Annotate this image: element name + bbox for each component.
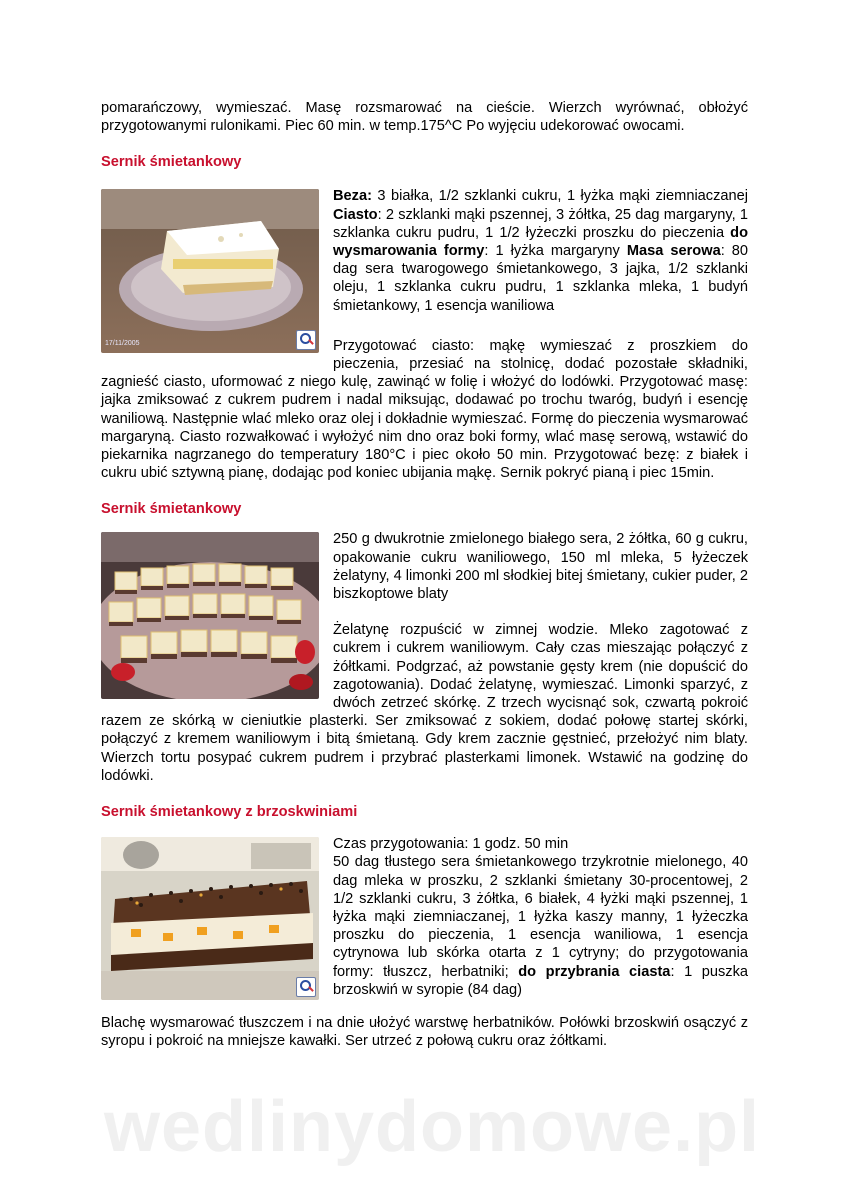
recipe-title-2: Sernik śmietankowy <box>101 501 242 518</box>
recipe-3-ingredients: 50 dag tłustego sera śmietankowego trzykrotnie mielonego, 40 dag mleka w proszku, 2 szklanki śmietany 30-procentowej, 2 1/2 szklanki cukru, 3 żółtka, 6 białek, 4 łyżki mąki pszennej, 1 łyżka mąki ziemniaczanej, 1 łyżka kaszy manny, 1 łyżeczka proszku do pieczenia, 1 esencja waniliowa, 1 esencja cytrynowa lub skórka otarta z 1 cytryny; do przygotowania formy: tłuszcz, herbatniki; do przybrania ciasta: 1 puszka brzoskwiń w syropie (84 dag) <box>333 854 748 998</box>
recipe-3-preparation: Blachę wysmarować tłuszczem i na dnie ułożyć warstwę herbatników. Połówki brzoskwiń osączyć z syropu i pokroić na mniejsze kawałki. Ser utrzeć z połową cukru oraz żółtkami. <box>101 1015 748 1050</box>
recipe-1-preparation: Przygotować ciasto: mąkę wymieszać z proszkiem do pieczenia, przesiać na stolnicę, dodać pozostałe składniki, zagnieść ciasto, uformować z niego kulę, zawinąć w folię i włożyć do lodówki. Przygotować masę: jajka zmiksować z cukrem pudrem i nadal miksując, dodawać po trochu twaróg, budyń i esencję waniliową. Następnie wlać mleko oraz olej i dokładnie wymieszać. Formę do pieczenia wysmarować margaryną. Ciasto rozwałkować i wyłożyć nim dno oraz boki formy, wlać masę serową, wstawić do piekarnika nagrzanego do temperatury 180°C i piec około 50 min. Przygotować bezę: z białek i cukru ubić sztywną pianę, dodając pod koniec ubijania mąkę. Sernik pokryć pianą i piec 15min. <box>101 337 748 482</box>
cheesecake-photo-3[interactable] <box>101 837 319 1000</box>
intro-paragraph: pomarańczowy, wymieszać. Masę rozsmarować na cieście. Wierzch wyrównać, obłożyć przygotowanymi rulonikami. Piec 60 min. w temp.175^C Po wyjęciu udekorować owocami. <box>101 100 748 135</box>
peach-cheesecake-image <box>101 837 319 1000</box>
site-watermark: wedlinydomowe.pl <box>104 1087 761 1167</box>
recipe-3-time: Czas przygotowania: 1 godz. 50 min <box>333 836 569 853</box>
recipe-title-1: Sernik śmietankowy <box>101 154 242 171</box>
recipe-2-preparation: Żelatynę rozpuścić w zimnej wodzie. Mleko zagotować z cukrem i cukrem waniliowym. Cały czas mieszając połączyć z żółtkami. Podgrzać, aż powstanie gęsty krem (nie dopuścić do zagotowania). Dodać żelatynę, wymieszać. Limonki sparzyć, z dwóch zetrzeć skórkę. Z trzech wycisnąć sok, czwartą pokroić razem ze skórką w cieniutkie plasterki. Ser zmiksować z sokiem, dodać połowę startej skórki, połączyć z kremem waniliowym i bitą śmietaną. Gdy krem zacznie gęstnieć, przełożyć nim blaty. Wierzch tortu posypać cukrem pudrem i przybrać plasterkami limonek. Wstawić na godzinę do lodówki. <box>101 622 748 784</box>
cheesecake-cubes-image <box>101 532 319 699</box>
document-page <box>101 99 748 1051</box>
cheesecake-photo-2[interactable] <box>101 532 319 699</box>
cheesecake-slice-image <box>101 189 319 353</box>
zoom-icon[interactable] <box>296 330 316 350</box>
photo-date-stamp: 17/11/2005 <box>105 340 140 348</box>
recipe-title-3: Sernik śmietankowy z brzoskwiniami <box>101 804 358 821</box>
recipe-2-ingredients: 250 g dwukrotnie zmielonego białego sera, 2 żółtka, 60 g cukru, opakowanie cukru waniliowego, 150 ml mleka, 5 łyżeczek żelatyny, 4 limonki 200 ml słodkiej bitej śmietany, cukier puder, 2 biszkoptowe blaty <box>333 531 748 603</box>
cheesecake-photo-1[interactable] <box>101 189 319 353</box>
recipe-1-ingredients: Beza: 3 białka, 1/2 szklanki cukru, 1 łyżka mąki ziemniaczanej Ciasto: 2 szklanki mąki pszennej, 3 żółtka, 25 dag margaryny, 1 szklanka cukru pudru, 1 1/2 łyżeczki proszku do pieczenia do wysmarowania formy: 1 łyżka margaryny Masa serowa: 80 dag sera twarogowego śmietankowego, 3 jajka, 1/2 szklanki oleju, 1 szklanka cukru pudru, 1 szklanka mleka, 1 budyń śmietankowy, 1 esencja waniliowa <box>333 188 748 314</box>
zoom-icon[interactable] <box>296 977 316 997</box>
